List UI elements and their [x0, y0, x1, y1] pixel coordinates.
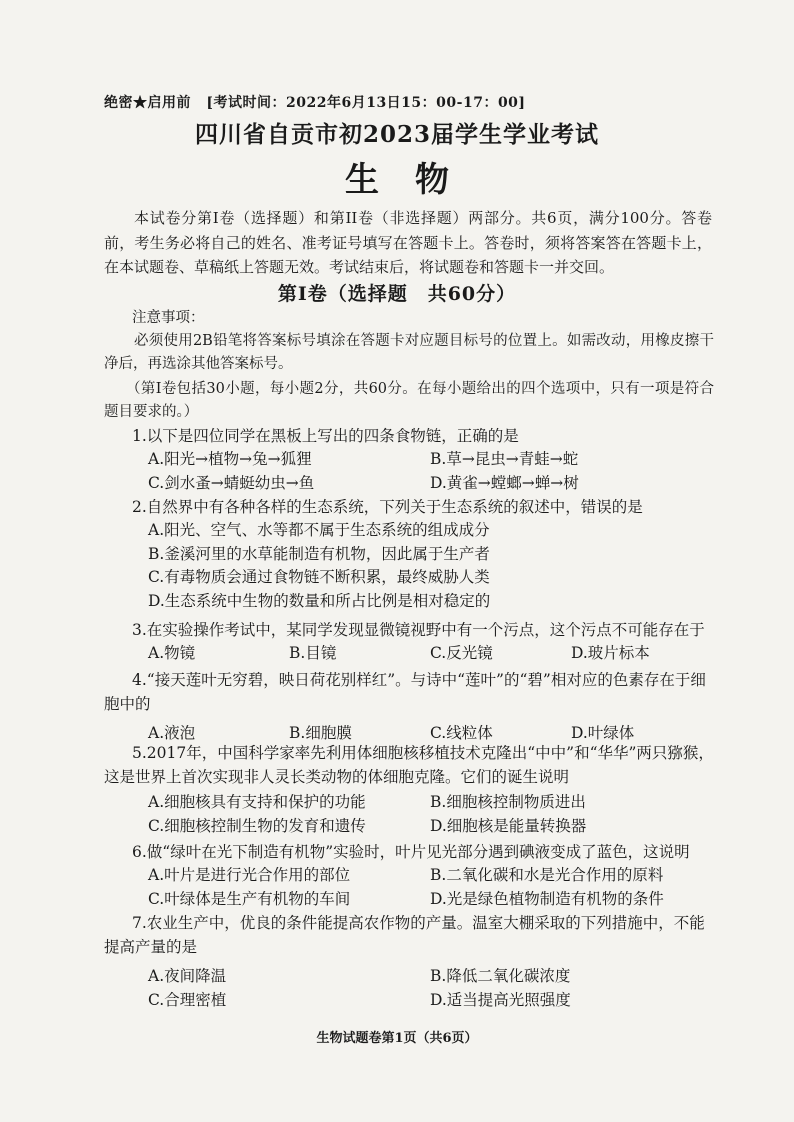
- option-d: D.光是绿色植物制造有机物的条件: [430, 889, 664, 908]
- option-b: B.二氧化碳和水是光合作用的原料: [430, 866, 664, 884]
- page-footer: 生物试题卷第1页（共6页）: [316, 1031, 478, 1046]
- option-d: D.玻片标本: [571, 644, 650, 662]
- option-c: C.反光镜: [430, 644, 493, 662]
- question-stem: 6.做“绿叶在光下制造有机物”实验时，叶片见光部分遇到碘液变成了蓝色，这说明: [132, 843, 690, 861]
- option-a: A.物镜: [148, 644, 196, 662]
- question-stem: 7.农业生产中，优良的条件能提高农作物的产量。温室大棚采取的下列措施中，不能提高产量的是: [104, 914, 705, 956]
- option-c: C.合理密植: [148, 990, 227, 1009]
- question-1: [104, 424, 716, 495]
- option-b: B.草→昆虫→青蛙→蛇: [430, 450, 579, 468]
- option-a: A.阳光、空气、水等都不属于生态系统的组成成分: [148, 521, 490, 539]
- option-c: C.剑水蚤→蜻蜓幼虫→鱼: [148, 473, 315, 492]
- option-c: C.叶绿体是生产有机物的车间: [148, 889, 351, 908]
- option-c: C.细胞核控制生物的发育和遗传: [148, 816, 366, 835]
- question-stem: 2.自然界中有各种各样的生态系统，下列关于生态系统的叙述中，错误的是: [132, 498, 643, 516]
- confidential-header: [104, 92, 536, 112]
- exam-time: [考试时间：2022年6月13日15：00-17：00]: [206, 95, 526, 111]
- option-d: D.细胞核是能量转换器: [430, 816, 587, 835]
- question-4: [104, 668, 716, 746]
- subject-title: 生物: [345, 160, 485, 200]
- option-a: A.夜间降温: [148, 967, 227, 985]
- question-7: [104, 911, 716, 1012]
- question-3: [104, 618, 716, 666]
- secret-mark: 绝密★启用前: [104, 95, 191, 111]
- options: [104, 965, 716, 1012]
- option-a: A.液泡: [148, 724, 196, 742]
- question-5: [104, 741, 716, 838]
- option-b: B.釜溪河里的水草能制造有机物，因此属于生产者: [148, 544, 490, 563]
- notes-title: 注意事项：: [132, 310, 205, 326]
- option-c: C.线粒体: [430, 724, 493, 742]
- question-stem: 5.2017年，中国科学家率先利用体细胞核移植技术克隆出“中中”和“华华”两只猕猴，这是世界上首次实现非人灵长类动物的体细胞克隆。它们的诞生说明: [104, 744, 714, 786]
- option-c: C.有毒物质会通过食物链不断积累，最终威胁人类: [148, 568, 490, 586]
- exam-intro: 本试卷分第I卷（选择题）和第II卷（非选择题）两部分。共6页，满分100分。答卷前，考生务必将自己的姓名、准考证号填写在答题卡上。答卷时，须将答案答在答题卡上，在本试题卷、草稿纸上答题无效。考试结束后，将试题卷和答题卡一并交回。: [104, 209, 712, 276]
- notes-body: 必须使用2B铅笔将答案标号填涂在答题卡对应题目标号的位置上。如需改动，用橡皮擦干净后，再选涂其他答案标号。: [104, 333, 714, 372]
- option-d: D.生态系统中生物的数量和所占比例是相对稳定的: [148, 591, 491, 610]
- option-b: B.细胞膜: [289, 724, 352, 742]
- options: [104, 642, 716, 666]
- option-b: B.目镜: [289, 644, 337, 662]
- part-one-title: 第I卷（选择题 共60分）: [277, 283, 517, 305]
- options: [104, 519, 716, 613]
- option-a: A.细胞核具有支持和保护的功能: [148, 793, 366, 811]
- question-stem: 3.在实验操作考试中，某同学发现显微镜视野中有一个污点，这个污点不可能存在于: [132, 621, 705, 639]
- options: [104, 864, 716, 911]
- option-a: A.阳光→植物→兔→狐狸: [148, 450, 312, 468]
- option-b: B.细胞核控制物质进出: [430, 793, 586, 811]
- option-d: D.适当提高光照强度: [430, 990, 571, 1009]
- options: [104, 448, 716, 495]
- option-b: B.降低二氧化碳浓度: [430, 967, 571, 985]
- option-d: D.黄雀→螳螂→蝉→树: [430, 473, 579, 492]
- exam-title: 四川省自贡市初2023届学生学业考试: [194, 121, 599, 148]
- question-stem: 4.“接天莲叶无穷碧，映日荷花别样红”。与诗中“莲叶”的“碧”相对应的色素存在于细胞中的: [104, 671, 706, 713]
- question-6: [104, 840, 716, 911]
- section-instructions: （第I卷包括30小题，每小题2分，共60分。在每小题给出的四个选项中，只有一项是符合题目要求的。）: [104, 381, 714, 420]
- question-2: [104, 495, 716, 613]
- question-stem: 1.以下是四位同学在黑板上写出的四条食物链，正确的是: [132, 427, 519, 445]
- options: [104, 791, 716, 838]
- option-d: D.叶绿体: [571, 724, 635, 742]
- option-a: A.叶片是进行光合作用的部位: [148, 866, 351, 884]
